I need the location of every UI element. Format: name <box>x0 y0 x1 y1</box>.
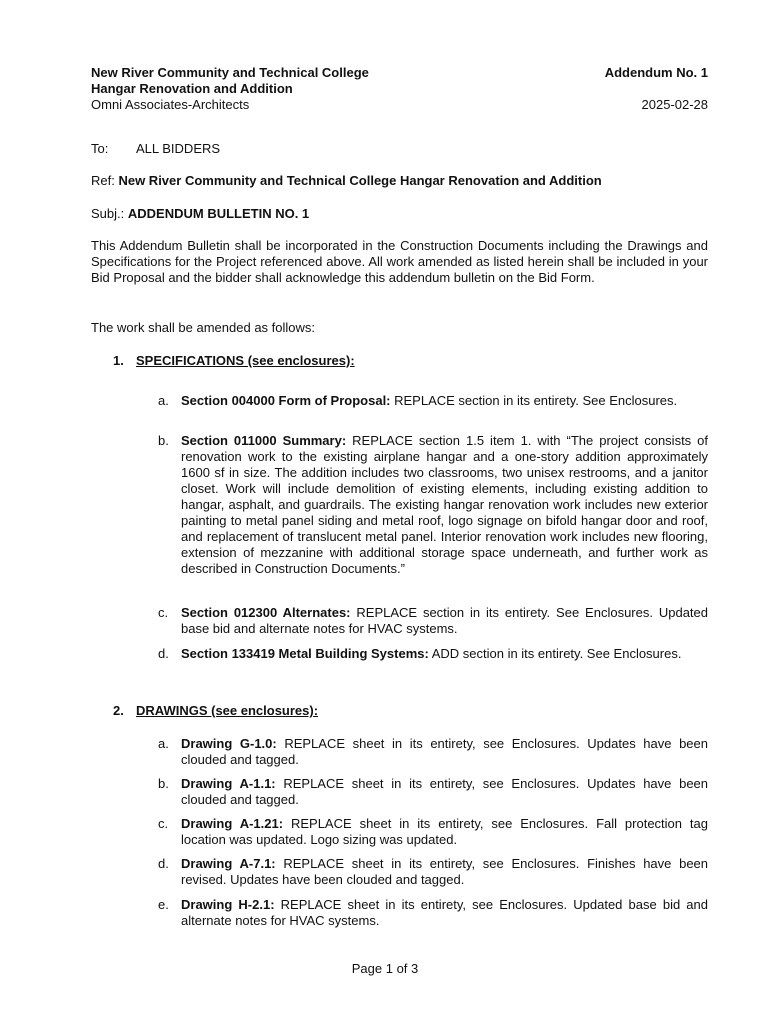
list-item <box>158 776 708 808</box>
item-letter: a. <box>158 736 169 751</box>
list-item <box>158 646 708 662</box>
section-heading-specifications <box>113 353 355 369</box>
item-letter: e. <box>158 897 169 912</box>
item-text: ADD section in its entirety. See Enclosures. <box>428 646 682 661</box>
page-number: Page 1 of 3 <box>351 961 419 976</box>
item-text: REPLACE sheet in its entirety, see Enclosures. Fall protection tag location was updated. Logo sizing was updated. <box>181 816 708 847</box>
list-item <box>158 393 708 409</box>
list-item <box>158 816 708 848</box>
item-letter: c. <box>158 816 169 831</box>
section-title: SPECIFICATIONS (see enclosures): <box>136 353 355 368</box>
item-text: REPLACE section 1.5 item 1. with “The project consists of renovation work to the existing airplane hangar and a one-story addition approximately 1600 sf in size. The addition includes two classrooms, two unisex restrooms, and a janitor closet. Work will include demolition of existing elements, including existing addition to hangar, asphalt, and guardrails. The existing hangar renovation work includes new exterior painting to metal panel siding and metal roof, logo signage on bifold hangar door and roof, and replacement of translucent metal panel. Interior renovation work includes new flooring, extension of mezzanine with additional storage space underneath, and further work as described in Construction Documents.” <box>181 433 709 576</box>
item-letter: d. <box>158 856 169 871</box>
to-line <box>91 141 708 157</box>
header-row-2 <box>91 81 708 97</box>
item-text: REPLACE sheet in its entirety, see Enclosures. Finishes have been revised. Updates have been clouded and tagged. <box>181 856 709 887</box>
amended-line: The work shall be amended as follows: <box>91 320 316 335</box>
item-letter: a. <box>158 393 169 408</box>
ref-label: Ref: <box>91 173 115 188</box>
subj-label: Subj.: <box>91 206 125 221</box>
item-text: REPLACE section in its entirety. See Enclosures. <box>390 393 678 408</box>
item-letter: b. <box>158 776 169 791</box>
list-item <box>158 736 708 768</box>
item-title: Section 133419 Metal Building Systems: <box>181 646 429 661</box>
item-text: REPLACE sheet in its entirety, see Enclosures. Updates have been clouded and tagged. <box>181 736 708 767</box>
section-number: 2. <box>113 703 124 718</box>
item-letter: d. <box>158 646 169 661</box>
ref-value: New River Community and Technical College Hangar Renovation and Addition <box>118 173 602 188</box>
item-title: Section 012300 Alternates: <box>181 605 351 620</box>
item-letter: c. <box>158 605 169 620</box>
item-title: Section 004000 Form of Proposal: <box>181 393 391 408</box>
to-value: ALL BIDDERS <box>136 141 221 156</box>
intro-paragraph: This Addendum Bulletin shall be incorporated in the Construction Documents including the Drawings and Specifications for the Project referenced above. All work amended as listed herein shall be included in your Bid Proposal and the bidder shall acknowledge this addendum bulletin on the Bid Form. <box>91 238 708 285</box>
header-row-3 <box>91 97 708 113</box>
subj-value: ADDENDUM BULLETIN NO. 1 <box>127 206 310 221</box>
subj-line <box>91 206 708 222</box>
item-text: REPLACE sheet in its entirety, see Enclosures. Updates have been clouded and tagged. <box>181 776 709 807</box>
college-name: New River Community and Technical College <box>91 65 369 80</box>
list-item <box>158 897 708 929</box>
section-heading-drawings <box>113 703 318 719</box>
section-title: DRAWINGS (see enclosures): <box>136 703 319 718</box>
item-title: Section 011000 Summary: <box>181 433 347 448</box>
header-row-1 <box>91 65 708 81</box>
item-title: Drawing A-7.1: <box>181 856 276 871</box>
item-text: REPLACE section in its entirety. See Enclosures. Updated base bid and alternate notes for HVAC systems. <box>181 605 708 636</box>
list-item <box>158 856 708 888</box>
to-label: To: <box>91 141 109 156</box>
list-item <box>158 433 708 577</box>
item-title: Drawing A-1.21: <box>181 816 284 831</box>
item-text: REPLACE sheet in its entirety, see Enclosures. Updated base bid and alternate notes for HVAC systems. <box>181 897 708 928</box>
ref-line <box>91 173 708 189</box>
item-title: Drawing A-1.1: <box>181 776 276 791</box>
document-date: 2025-02-28 <box>641 97 708 112</box>
architect-name: Omni Associates-Architects <box>91 97 250 112</box>
item-title: Drawing G-1.0: <box>181 736 277 751</box>
section-number: 1. <box>113 353 124 368</box>
project-name: Hangar Renovation and Addition <box>91 81 293 96</box>
item-letter: b. <box>158 433 169 448</box>
list-item <box>158 605 708 637</box>
addendum-number: Addendum No. 1 <box>604 65 708 80</box>
item-title: Drawing H-2.1: <box>181 897 275 912</box>
